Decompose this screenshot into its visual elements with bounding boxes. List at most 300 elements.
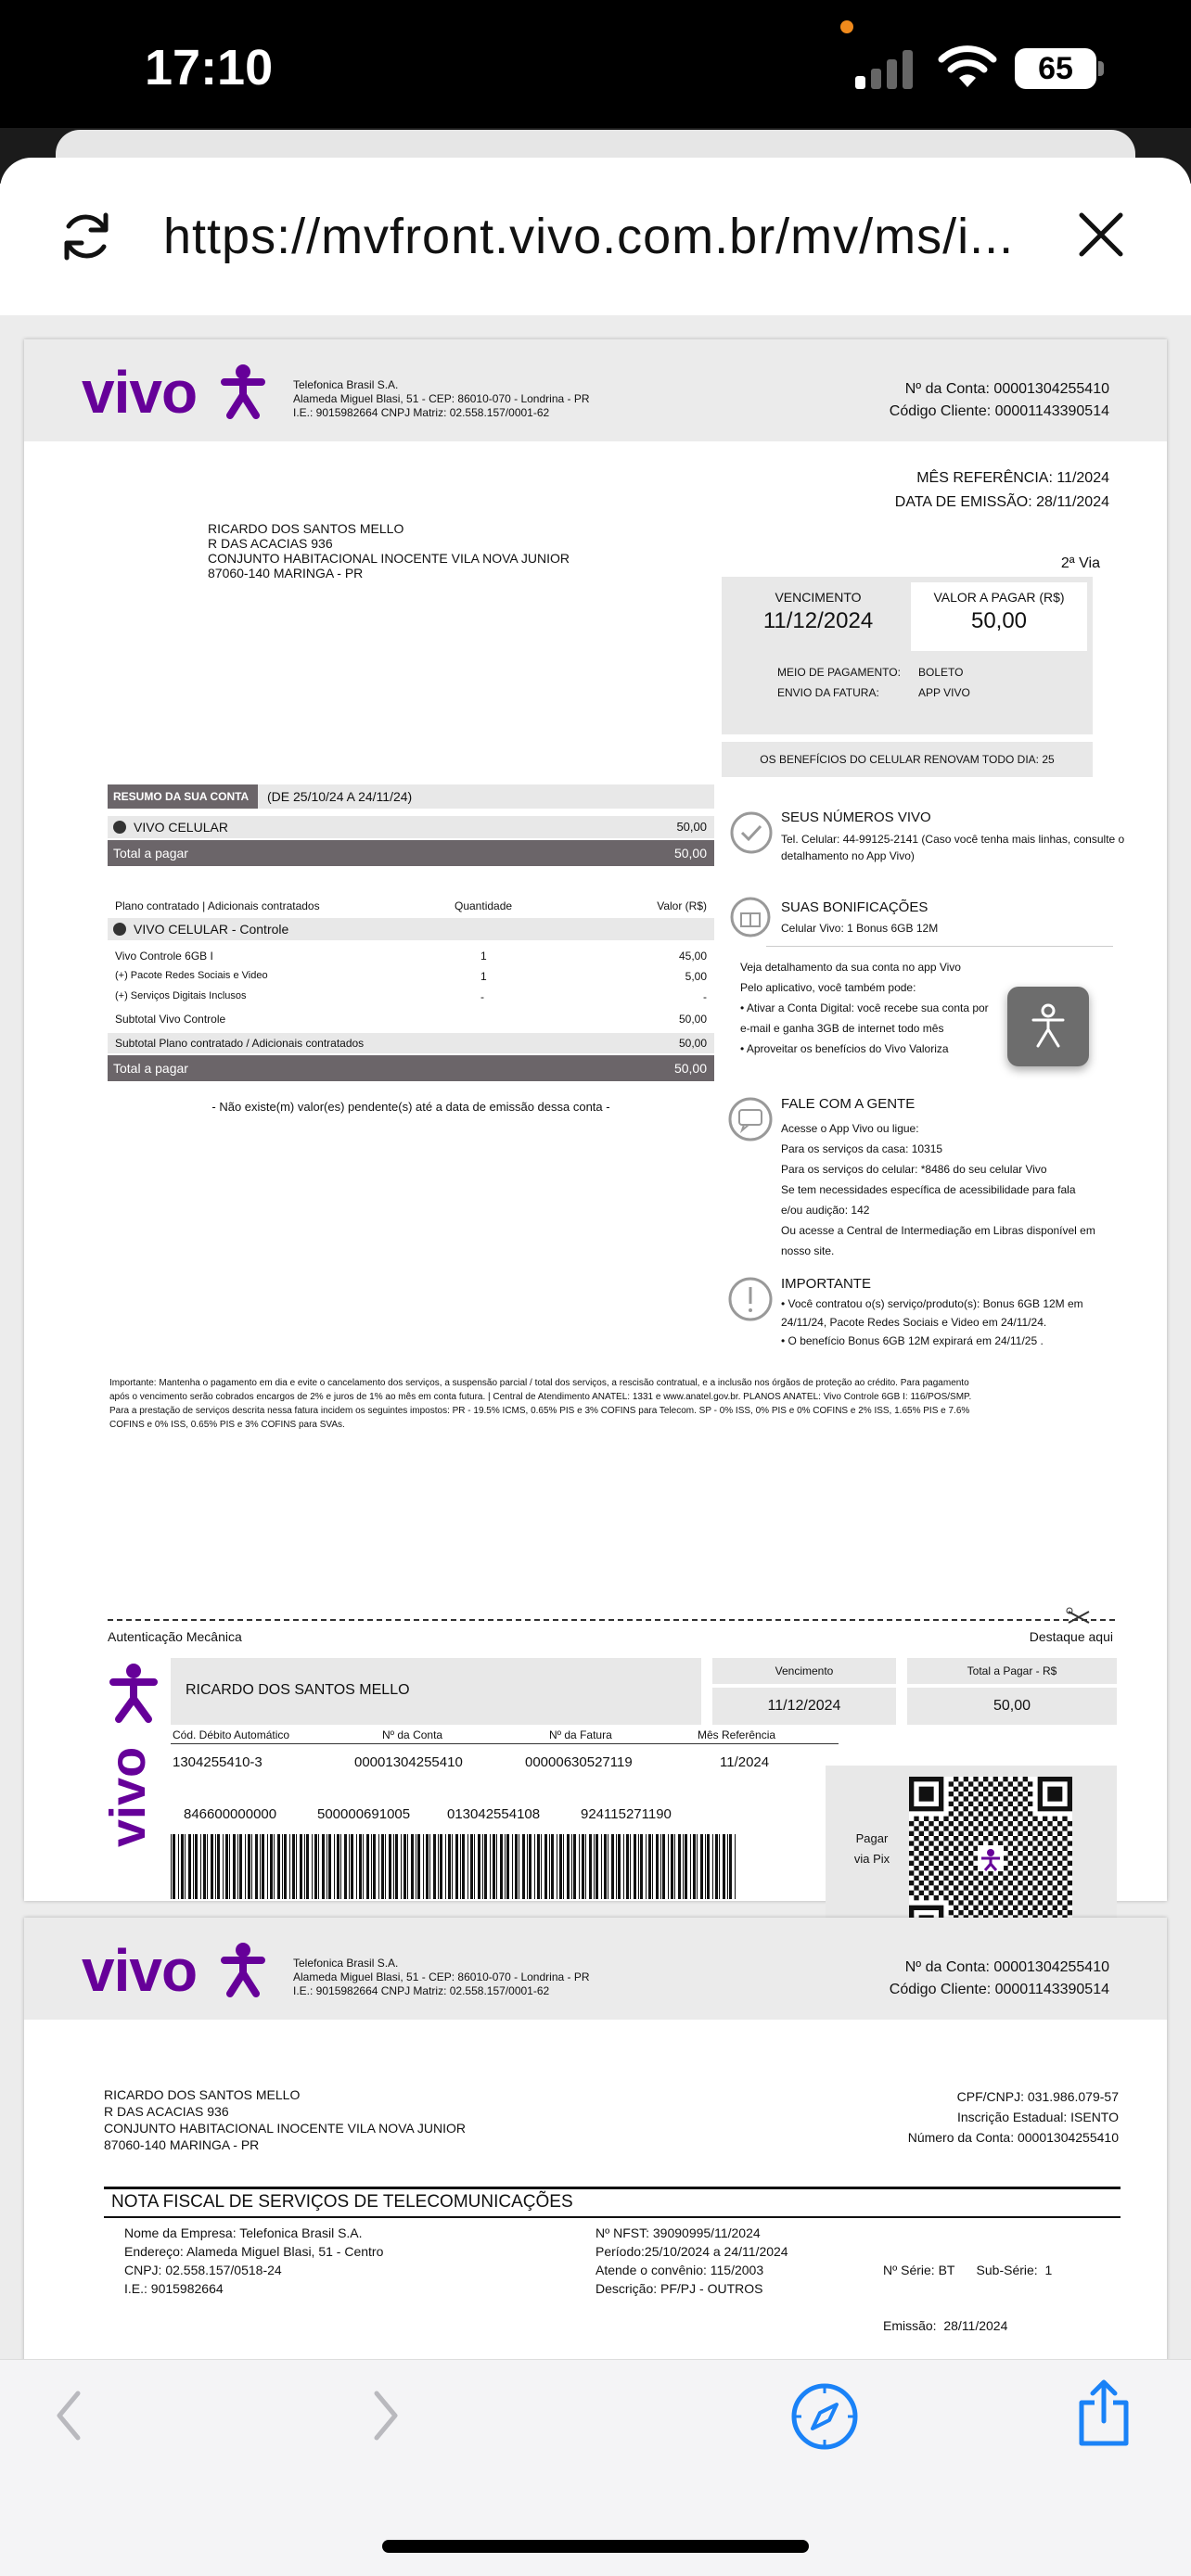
- qr-module: [983, 1806, 988, 1811]
- qr-module: [988, 1881, 992, 1885]
- slip-value: 00001304255410: [354, 1754, 463, 1770]
- qr-module: [1003, 1906, 1007, 1910]
- qr-module: [1047, 1831, 1052, 1836]
- qr-module: [1068, 1841, 1072, 1845]
- qr-module: [1062, 1885, 1067, 1890]
- barcode-bar: [551, 1834, 554, 1899]
- qr-module: [1003, 1885, 1007, 1890]
- qr-module: [1043, 1855, 1047, 1860]
- qr-module: [1023, 1787, 1028, 1792]
- contact-title: FALE COM A GENTE: [781, 1096, 916, 1112]
- nf-line: Atende o convênio: 115/2003: [596, 2263, 764, 2277]
- qr-module: [983, 1836, 988, 1841]
- qr-module: [958, 1861, 963, 1866]
- company-ie: I.E.: 9015982664 CNPJ Matriz: 02.558.157/0001-62: [293, 1984, 550, 1997]
- qr-module: [1003, 1806, 1007, 1811]
- qr-module: [983, 1885, 988, 1890]
- qr-module: [979, 1841, 983, 1845]
- clock: 17:10: [145, 40, 274, 96]
- qr-module: [1047, 1910, 1052, 1915]
- qr-module: [1013, 1846, 1018, 1851]
- qr-module: [1043, 1885, 1047, 1890]
- qr-module: [973, 1855, 978, 1860]
- qr-module: [919, 1831, 924, 1836]
- qr-module: [979, 1781, 983, 1786]
- qr-module: [1013, 1885, 1018, 1890]
- qr-module: [988, 1802, 992, 1806]
- qr-module: [979, 1821, 983, 1826]
- payment-method-label: MEIO DE PAGAMENTO:: [777, 666, 901, 679]
- barcode-bar: [445, 1834, 446, 1899]
- qr-module: [964, 1836, 968, 1841]
- barcode-bar: [426, 1834, 429, 1899]
- qr-module: [1068, 1881, 1072, 1885]
- qr-module: [919, 1841, 924, 1845]
- qr-module: [914, 1895, 918, 1900]
- safari-compass-icon[interactable]: [790, 2382, 859, 2451]
- slip-customer-name: RICARDO DOS SANTOS MELLO: [186, 1682, 410, 1698]
- qr-module: [968, 1891, 973, 1895]
- qr-module: [1032, 1906, 1037, 1910]
- slip-header: Nº da Conta: [382, 1728, 443, 1741]
- qr-module: [934, 1866, 939, 1870]
- barcode-bar: [440, 1834, 442, 1899]
- barcode-bar: [616, 1834, 617, 1899]
- barcode-bar: [634, 1834, 636, 1899]
- barcode-bar: [685, 1834, 687, 1899]
- barcode-bar: [312, 1834, 313, 1899]
- benefits-renew-banner: OS BENEFÍCIOS DO CELULAR RENOVAM TODO DIA: 25: [722, 742, 1093, 777]
- close-icon[interactable]: [1076, 210, 1126, 260]
- qr-module: [1047, 1821, 1052, 1826]
- qr-module: [1028, 1802, 1032, 1806]
- qr-module: [993, 1817, 998, 1821]
- barcode-bar: [623, 1834, 624, 1899]
- qr-module: [949, 1831, 954, 1836]
- vivo-app-button[interactable]: [1007, 987, 1089, 1066]
- qr-module: [958, 1910, 963, 1915]
- contact-line: Se tem necessidades específica de acessibilidade para fala: [781, 1183, 1076, 1196]
- qr-module: [993, 1836, 998, 1841]
- browser-toolbar: [0, 2359, 1191, 2576]
- company-address: Alameda Miguel Blasi, 51 - CEP: 86010-070 - Londrina - PR: [293, 1970, 590, 1983]
- barcode-bar: [674, 1834, 675, 1899]
- qr-module: [1018, 1851, 1022, 1855]
- qr-module: [968, 1792, 973, 1796]
- qr-module: [1008, 1891, 1013, 1895]
- qr-module: [943, 1895, 948, 1900]
- qr-module: [983, 1796, 988, 1801]
- qr-module: [1028, 1821, 1032, 1826]
- qr-module: [993, 1885, 998, 1890]
- qr-module: [1013, 1836, 1018, 1841]
- qr-module: [973, 1836, 978, 1841]
- qr-module: [1047, 1851, 1052, 1855]
- due-date-box: [735, 582, 902, 651]
- invoice-page-1: [24, 339, 1167, 1901]
- qr-module: [919, 1881, 924, 1885]
- qr-module: [1057, 1900, 1062, 1905]
- qr-module: [1013, 1806, 1018, 1811]
- qr-module: [954, 1895, 958, 1900]
- barcode-bar: [585, 1834, 586, 1899]
- barcode-bar: [484, 1834, 487, 1899]
- qr-finder: [919, 1787, 934, 1802]
- barcode-bar: [215, 1834, 216, 1899]
- qr-module: [1068, 1900, 1072, 1905]
- qr-module: [914, 1836, 918, 1841]
- barcode-bar: [601, 1834, 602, 1899]
- barcode-bar: [373, 1834, 376, 1899]
- qr-module: [983, 1895, 988, 1900]
- qr-module: [928, 1861, 933, 1866]
- barcode-bar: [478, 1834, 480, 1899]
- gift-icon: [729, 896, 772, 938]
- url-text[interactable]: https://mvfront.vivo.com.br/mv/ms/i...: [163, 209, 1015, 264]
- qr-module: [1038, 1831, 1043, 1836]
- barcode-bar: [462, 1834, 465, 1899]
- barcode-bar: [582, 1834, 584, 1899]
- barcode-bar: [284, 1834, 287, 1899]
- qr-module: [964, 1787, 968, 1792]
- nf-line: Nº NFST: 39090995/11/2024: [596, 2225, 761, 2240]
- barcode-bar: [318, 1834, 319, 1899]
- qr-module: [998, 1900, 1003, 1905]
- qr-module: [979, 1881, 983, 1885]
- summary-line-row: [108, 816, 714, 838]
- barcode-bar: [470, 1834, 473, 1899]
- barcode-bar: [322, 1834, 325, 1899]
- qr-module: [1018, 1870, 1022, 1875]
- summary-line-label: VIVO CELULAR: [134, 820, 228, 835]
- customer-city: 87060-140 MARINGA - PR: [104, 2137, 260, 2152]
- qr-module: [968, 1781, 973, 1786]
- barcode-bar: [417, 1834, 420, 1899]
- barcode-bar: [630, 1834, 631, 1899]
- subtotal-controle-value: 50,00: [678, 1013, 707, 1026]
- slip-due-label: Vencimento: [712, 1658, 896, 1684]
- qr-module: [1023, 1906, 1028, 1910]
- qr-module: [939, 1841, 943, 1845]
- barcode-bar: [371, 1834, 372, 1899]
- barcode-bar: [579, 1834, 580, 1899]
- barcode-bar: [340, 1834, 341, 1899]
- qr-module: [954, 1876, 958, 1881]
- barcode-bar: [193, 1834, 194, 1899]
- nf-line: CNPJ: 02.558.157/0518-24: [124, 2263, 282, 2277]
- invoice-page-2: [24, 1918, 1167, 2400]
- qr-module: [1028, 1910, 1032, 1915]
- qr-module: [954, 1866, 958, 1870]
- qr-module: [949, 1900, 954, 1905]
- qr-module: [1013, 1866, 1018, 1870]
- qr-module: [964, 1895, 968, 1900]
- qr-module: [919, 1870, 924, 1875]
- qr-module: [914, 1876, 918, 1881]
- back-icon[interactable]: [52, 2388, 85, 2443]
- svg-text:vivo: vivo: [100, 1746, 156, 1847]
- contact-line: Acesse o App Vivo ou ligue:: [781, 1122, 919, 1135]
- plan-row-name: Vivo Controle 6GB I: [115, 950, 213, 963]
- issue-date: DATA DE EMISSÃO: 28/11/2024: [894, 494, 1109, 510]
- qr-module: [924, 1885, 928, 1890]
- qr-module: [943, 1866, 948, 1870]
- barcode-bar: [563, 1834, 564, 1899]
- qr-module: [979, 1900, 983, 1905]
- pix-qr-code[interactable]: [909, 1777, 1072, 1940]
- qr-module: [943, 1876, 948, 1881]
- qr-module: [1008, 1870, 1013, 1875]
- qr-module: [1003, 1836, 1007, 1841]
- qr-module: [964, 1846, 968, 1851]
- barcode-bar: [411, 1834, 414, 1899]
- reload-icon[interactable]: [58, 208, 115, 265]
- alert-icon: [727, 1276, 774, 1322]
- qr-module: [1023, 1866, 1028, 1870]
- qr-module: [949, 1861, 954, 1866]
- barcode-bar: [251, 1834, 252, 1899]
- company-name: Telefonica Brasil S.A.: [293, 378, 399, 391]
- barcode-bar: [292, 1834, 295, 1899]
- qr-module: [998, 1831, 1003, 1836]
- qr-module: [979, 1802, 983, 1806]
- barcode-digits: 846600000000: [184, 1806, 277, 1822]
- qr-module: [954, 1787, 958, 1792]
- qr-module: [1057, 1851, 1062, 1855]
- qr-module: [1038, 1841, 1043, 1845]
- vivo-vertical-logo: [100, 1662, 160, 1856]
- plan-row-value: 45,00: [678, 950, 707, 963]
- barcode-bar: [306, 1834, 309, 1899]
- slip-value: 1304255410-3: [173, 1754, 263, 1770]
- barcode-bar: [304, 1834, 305, 1899]
- barcode-bar: [683, 1834, 684, 1899]
- qr-module: [954, 1806, 958, 1811]
- qr-module: [924, 1826, 928, 1830]
- qr-module: [949, 1811, 954, 1816]
- qr-module: [928, 1831, 933, 1836]
- qr-module: [998, 1821, 1003, 1826]
- rule: [104, 2187, 1121, 2189]
- qr-module: [1057, 1870, 1062, 1875]
- forward-icon[interactable]: [369, 2388, 403, 2443]
- qr-module: [928, 1881, 933, 1885]
- contact-line: Ou acesse a Central de Intermediação em Libras disponível em: [781, 1224, 1095, 1237]
- barcode-bar: [233, 1834, 236, 1899]
- barcode-bar: [217, 1834, 220, 1899]
- qr-module: [1023, 1777, 1028, 1781]
- barcode-bar: [455, 1834, 458, 1899]
- qr-module: [1068, 1831, 1072, 1836]
- qr-module: [958, 1891, 963, 1895]
- qr-module: [943, 1826, 948, 1830]
- qr-module: [1047, 1881, 1052, 1885]
- nf-line: Período:25/10/2024 a 24/11/2024: [596, 2244, 788, 2259]
- qr-module: [968, 1851, 973, 1855]
- barcode-bar: [188, 1834, 191, 1899]
- qr-module: [958, 1802, 963, 1806]
- qr-module: [1008, 1781, 1013, 1786]
- qr-module: [1053, 1866, 1057, 1870]
- qr-module: [1038, 1900, 1043, 1905]
- barcode-bar: [282, 1834, 283, 1899]
- qr-module: [1057, 1821, 1062, 1826]
- qr-module: [958, 1792, 963, 1796]
- barcode-bar: [229, 1834, 230, 1899]
- barcode-bar: [559, 1834, 562, 1899]
- document-viewer[interactable]: [0, 315, 1191, 2359]
- barcode-bar: [541, 1834, 542, 1899]
- qr-module: [1062, 1876, 1067, 1881]
- summary-period: (DE 25/10/24 A 24/11/24): [258, 784, 714, 809]
- qr-module: [934, 1826, 939, 1830]
- qr-module: [964, 1855, 968, 1860]
- qr-module: [1032, 1836, 1037, 1841]
- barcode-digits: 013042554108: [447, 1806, 541, 1822]
- qr-module: [914, 1817, 918, 1821]
- qr-module: [968, 1861, 973, 1866]
- qr-module: [939, 1851, 943, 1855]
- divider: [766, 946, 1113, 947]
- qr-module: [1003, 1876, 1007, 1881]
- qr-module: [993, 1895, 998, 1900]
- barcode-bar: [359, 1834, 362, 1899]
- qr-module: [998, 1811, 1003, 1816]
- qr-module: [924, 1846, 928, 1851]
- summary-tag: RESUMO DA SUA CONTA: [108, 784, 258, 809]
- pix-label-line: via Pix: [853, 1852, 890, 1866]
- qr-module: [909, 1861, 914, 1866]
- qr-module: [1053, 1906, 1057, 1910]
- qr-module: [934, 1846, 939, 1851]
- customer-neighborhood: CONJUNTO HABITACIONAL INOCENTE VILA NOVA JUNIOR: [104, 2121, 466, 2136]
- qr-module: [934, 1836, 939, 1841]
- barcode-bar: [300, 1834, 302, 1899]
- qr-module: [1008, 1881, 1013, 1885]
- slip-header: Mês Referência: [698, 1728, 776, 1741]
- qr-module: [939, 1831, 943, 1836]
- qr-module: [1003, 1796, 1007, 1801]
- nf-invoice-info: [596, 2224, 892, 2298]
- qr-module: [1068, 1910, 1072, 1915]
- qr-finder: [1047, 1787, 1062, 1802]
- barcode-bar: [255, 1834, 258, 1899]
- qr-module: [1008, 1811, 1013, 1816]
- barcode-bar: [715, 1834, 718, 1899]
- qr-module: [943, 1836, 948, 1841]
- qr-module: [1062, 1855, 1067, 1860]
- customer-city: 87060-140 MARINGA - PR: [208, 566, 364, 580]
- qr-module: [1053, 1855, 1057, 1860]
- qr-module: [1018, 1821, 1022, 1826]
- nf-title: NOTA FISCAL DE SERVIÇOS DE TELECOMUNICAÇÕES: [111, 2192, 573, 2212]
- qr-module: [1023, 1796, 1028, 1801]
- qr-module: [988, 1781, 992, 1786]
- cut-line: [108, 1619, 1115, 1621]
- customer-street: R DAS ACACIAS 936: [208, 536, 333, 551]
- client-code: Código Cliente: 00001143390514: [889, 1982, 1109, 1997]
- qr-module: [1032, 1866, 1037, 1870]
- legal-line: COFINS e 0% ISS, 0.65% PIS e 3% COFINS para SVAs.: [109, 1420, 345, 1430]
- qr-module: [1032, 1895, 1037, 1900]
- summary-line-value: 50,00: [676, 820, 707, 834]
- qr-module: [958, 1851, 963, 1855]
- qr-module: [1032, 1876, 1037, 1881]
- barcode-bar: [567, 1834, 570, 1899]
- reference-month: MÊS REFERÊNCIA: 11/2024: [916, 470, 1109, 486]
- qr-module: [1057, 1841, 1062, 1845]
- qr-module: [1013, 1796, 1018, 1801]
- barcode-bar: [573, 1834, 576, 1899]
- plan-header-qty: Quantidade: [455, 899, 513, 912]
- due-label: VENCIMENTO: [775, 590, 862, 605]
- barcode-bar: [195, 1834, 198, 1899]
- customer-name: RICARDO DOS SANTOS MELLO: [208, 521, 404, 536]
- numbers-text: Tel. Celular: 44-99125-2141 (Caso você tenha mais linhas, consulte o detalhamento no App Vivo): [781, 833, 1125, 862]
- slip-rule: [171, 1743, 839, 1744]
- vivo-logo: vivo: [82, 359, 198, 426]
- tax-info-line: Inscrição Estadual: ISENTO: [956, 2110, 1119, 2124]
- qr-module: [973, 1895, 978, 1900]
- qr-module: [979, 1910, 983, 1915]
- qr-module: [993, 1777, 998, 1781]
- qr-module: [973, 1866, 978, 1870]
- share-icon[interactable]: [1076, 2378, 1132, 2447]
- barcode-bar: [534, 1834, 535, 1899]
- qr-module: [1053, 1817, 1057, 1821]
- barcode-bar: [401, 1834, 402, 1899]
- qr-module: [1057, 1891, 1062, 1895]
- barcode-bar: [527, 1834, 528, 1899]
- qr-module: [998, 1802, 1003, 1806]
- qr-module: [1038, 1821, 1043, 1826]
- slip-header: Cód. Débito Automático: [173, 1728, 290, 1741]
- qr-module: [973, 1796, 978, 1801]
- barcode-bar: [467, 1834, 468, 1899]
- qr-module: [949, 1841, 954, 1845]
- qr-module: [988, 1910, 992, 1915]
- qr-module: [1028, 1900, 1032, 1905]
- nf-line: I.E.: 9015982664: [124, 2281, 224, 2296]
- qr-module: [1068, 1891, 1072, 1895]
- qr-module: [988, 1811, 992, 1816]
- qr-module: [919, 1891, 924, 1895]
- qr-module: [909, 1891, 914, 1895]
- qr-module: [1032, 1826, 1037, 1830]
- barcode-bar: [662, 1834, 665, 1899]
- qr-module: [914, 1855, 918, 1860]
- qr-module: [1013, 1817, 1018, 1821]
- barcode-bar: [493, 1834, 495, 1899]
- qr-module: [1008, 1900, 1013, 1905]
- qr-module: [954, 1906, 958, 1910]
- qr-module: [1053, 1836, 1057, 1841]
- qr-module: [964, 1885, 968, 1890]
- detach-label: Destaque aqui: [1029, 1629, 1113, 1644]
- total-value: 50,00: [673, 1061, 707, 1076]
- barcode-bar: [719, 1834, 720, 1899]
- barcode-bar: [712, 1834, 713, 1899]
- wifi-icon: [937, 46, 998, 91]
- company-name: Telefonica Brasil S.A.: [293, 1957, 399, 1970]
- slip-total-value: 50,00: [907, 1688, 1117, 1725]
- barcode-bar: [496, 1834, 497, 1899]
- barcode-bar: [549, 1834, 550, 1899]
- qr-module: [1028, 1792, 1032, 1796]
- qr-module: [1047, 1891, 1052, 1895]
- qr-module: [1038, 1910, 1043, 1915]
- qr-module: [1023, 1836, 1028, 1841]
